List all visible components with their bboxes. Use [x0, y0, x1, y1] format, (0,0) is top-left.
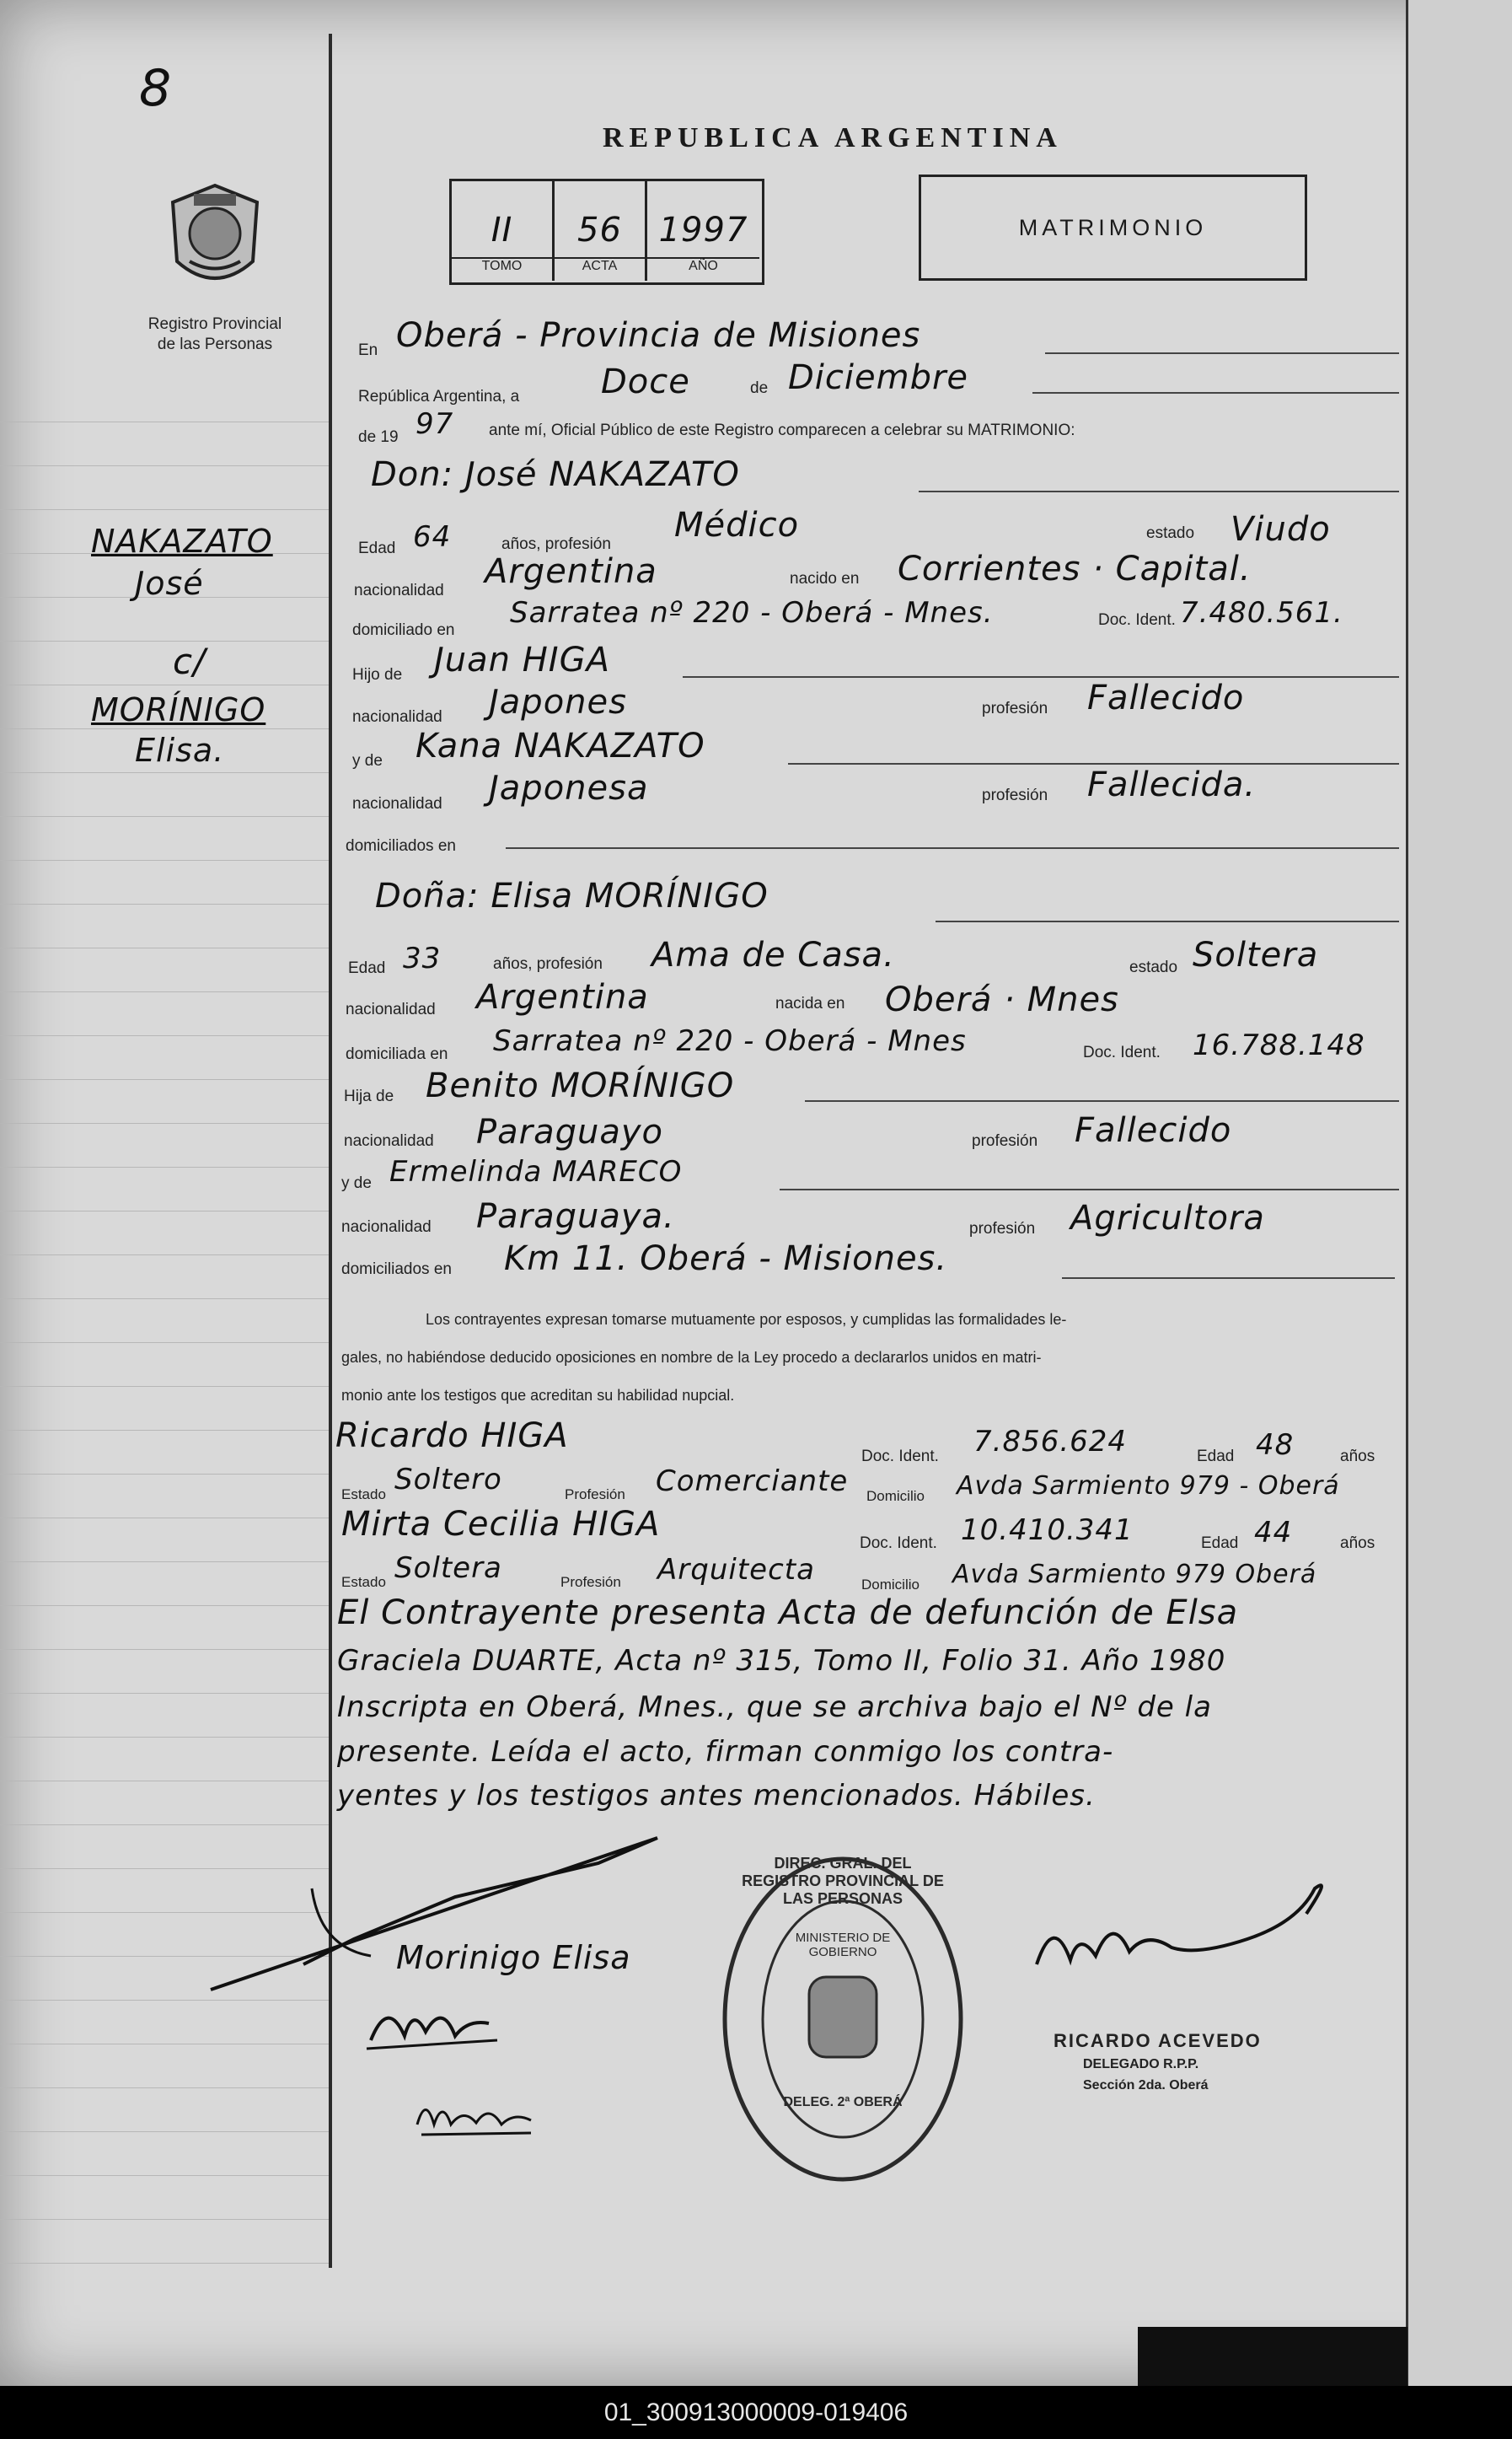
- fill-line: [506, 847, 1399, 849]
- bride-pdom-value: Km 11. Oberá - Misiones.: [504, 1239, 948, 1278]
- groom-mprof-value: Fallecida.: [1087, 766, 1257, 804]
- witness2-estado-label: Estado: [341, 1574, 386, 1590]
- margin-rule: [0, 728, 329, 729]
- tomo-value: II: [491, 211, 513, 250]
- witness1-doc-label: Doc. Ident.: [861, 1448, 939, 1465]
- bride-mprof-value: Agricultora: [1070, 1199, 1265, 1238]
- bride-profesion-value: Ama de Casa.: [651, 936, 895, 975]
- day-value: Doce: [601, 363, 690, 401]
- margin-rule: [0, 1737, 329, 1738]
- witness1-prof-label: Profesión: [565, 1486, 625, 1502]
- margin-surname-2: MORÍNIGO: [91, 691, 266, 728]
- year-label: de 19: [358, 428, 399, 446]
- scan-edge: [1138, 2327, 1407, 2386]
- declaration-line-3: monio ante los testigos que acreditan su habilidad nupcial.: [341, 1387, 735, 1404]
- witness2-estado-value: Soltera: [394, 1551, 502, 1585]
- margin-rule: [0, 465, 329, 466]
- tomo-label: TOMO: [481, 259, 523, 273]
- bride-fnac-label: nacionalidad: [344, 1132, 434, 1150]
- note-line-1: El Contrayente presenta Acta de defunción de Elsa: [337, 1593, 1239, 1632]
- margin-rule: [0, 904, 329, 905]
- fill-line: [936, 921, 1399, 922]
- margin-rule: [0, 2131, 329, 2132]
- official-signature: [1028, 1880, 1348, 1994]
- registry-line-1: Registro Provincial: [147, 315, 282, 333]
- groom-profesion-label: años, profesión: [501, 535, 611, 553]
- groom-nacido-value: Corrientes · Capital.: [898, 550, 1252, 588]
- groom-mnac-label: nacionalidad: [352, 795, 442, 813]
- seal-ring-text: DIREC. GRAL. DEL REGISTRO PROVINCIAL DE LAS PERSONAS: [742, 1855, 944, 1907]
- bride-nac-label: nacionalidad: [346, 1001, 436, 1018]
- witness1-edad-value: 48: [1256, 1428, 1295, 1462]
- declaration-line-2: gales, no habiéndose deducido oposiciones en nombre de la Ley procedo a declararlos unidos en matri-: [341, 1349, 1042, 1366]
- groom-doc-value: 7.480.561.: [1180, 596, 1343, 630]
- fill-line: [683, 676, 1399, 678]
- fill-line: [788, 763, 1399, 765]
- groom-signature: [362, 1990, 506, 2061]
- intro-sentence: ante mí, Oficial Público de este Registro comparecen a celebrar su MATRIMONIO:: [489, 422, 1075, 439]
- witness1-dom-value: Avda Sarmiento 979 - Oberá: [957, 1471, 1340, 1501]
- groom-nac-label: nacionalidad: [354, 582, 444, 599]
- margin-rule: [0, 1298, 329, 1299]
- groom-mprof-label: profesión: [982, 787, 1048, 804]
- bride-nacida-value: Oberá · Mnes: [885, 980, 1119, 1019]
- bride-edad-value: 33: [403, 942, 442, 975]
- note-line-4: presente. Leída el acto, firman conmigo los contra-: [337, 1735, 1114, 1769]
- bride-mnac-label: nacionalidad: [341, 1218, 432, 1236]
- bride-father: Benito MORÍNIGO: [426, 1066, 735, 1105]
- year-value: 97: [416, 407, 454, 441]
- bride-title: Doña: Elisa MORÍNIGO: [375, 877, 769, 916]
- bride-nacida-label: nacida en: [775, 995, 845, 1013]
- margin-rule: [0, 1824, 329, 1825]
- groom-fprof-label: profesión: [982, 700, 1048, 717]
- margin-rule: [0, 1649, 329, 1650]
- groom-fprof-value: Fallecido: [1087, 679, 1245, 717]
- witness2-edad-value: 44: [1254, 1516, 1293, 1550]
- groom-fnac-value: Japones: [489, 683, 627, 722]
- page-right-strip: [1406, 0, 1512, 2386]
- margin-rule: [0, 2175, 329, 2176]
- signature-scribble: [202, 1829, 674, 2002]
- witness2-doc-label: Doc. Ident.: [860, 1534, 937, 1552]
- bride-dom-value: Sarratea nº 220 - Oberá - Mnes: [493, 1024, 967, 1058]
- margin-rule: [0, 1079, 329, 1080]
- margin-rule: [0, 860, 329, 861]
- witness-signature: [413, 2091, 539, 2146]
- bride-estado-value: Soltera: [1193, 936, 1319, 975]
- witness2-doc-value: 10.410.341: [961, 1513, 1134, 1547]
- margin-rule: [0, 991, 329, 992]
- en-label: En: [358, 341, 378, 359]
- seal-inner-text: MINISTERIO DE GOBIERNO: [795, 1931, 891, 1959]
- registry-seal: [716, 1851, 969, 2188]
- groom-title: Don: José NAKAZATO: [371, 455, 740, 494]
- groom-hijo-label: Hijo de: [352, 666, 403, 684]
- declaration-line-1: Los contrayentes expresan tomarse mutuamente por esposos, y cumplidas las formalidades le-: [426, 1311, 1067, 1328]
- fill-line: [805, 1100, 1399, 1102]
- groom-dom-value: Sarratea nº 220 - Oberá - Mnes.: [510, 596, 994, 630]
- witness2-dom-label: Domicilio: [861, 1577, 920, 1593]
- bride-mprof-label: profesión: [969, 1220, 1036, 1238]
- witness1-dom-label: Domicilio: [866, 1488, 925, 1504]
- bride-signature: Morinigo Elisa: [396, 1939, 631, 1976]
- margin-rule: [0, 1605, 329, 1606]
- witness2-name: Mirta Cecilia HIGA: [341, 1505, 661, 1544]
- witness1-prof-value: Comerciante: [656, 1464, 849, 1498]
- de-label: de: [750, 379, 769, 397]
- registry-label: [110, 314, 320, 355]
- groom-edad-value: 64: [413, 520, 452, 554]
- margin-surname-1: NAKAZATO: [91, 523, 273, 560]
- groom-dom-label: domiciliado en: [352, 621, 455, 639]
- province-emblem-icon: [164, 181, 265, 295]
- official-name: RICARDO ACEVEDO: [1054, 2030, 1262, 2051]
- record-type-box: MATRIMONIO: [919, 175, 1307, 281]
- margin-conjunction: c/: [173, 641, 206, 682]
- month-value: Diciembre: [788, 358, 969, 397]
- margin-rule: [0, 2087, 329, 2088]
- witness2-prof-label: Profesión: [560, 1574, 621, 1590]
- margin-rule: [0, 1342, 329, 1343]
- fill-line: [1045, 352, 1399, 354]
- groom-profesion-value: Médico: [674, 506, 800, 545]
- witness2-edad-label: Edad: [1201, 1534, 1239, 1552]
- margin-rule: [0, 1123, 329, 1124]
- witness1-estado-value: Soltero: [394, 1463, 502, 1496]
- bride-yde-label: y de: [341, 1174, 372, 1192]
- bride-nac-value: Argentina: [476, 978, 649, 1017]
- fill-line: [780, 1189, 1399, 1190]
- groom-mnac-value: Japonesa: [489, 769, 649, 808]
- groom-nacido-label: nacido en: [790, 570, 860, 588]
- witness1-anos-label: años: [1340, 1448, 1375, 1465]
- republica-label: República Argentina, a: [358, 388, 520, 406]
- scan-footer: [0, 2386, 1512, 2439]
- bride-profesion-label: años, profesión: [493, 955, 603, 973]
- bride-fnac-value: Paraguayo: [476, 1113, 663, 1152]
- bride-fprof-label: profesión: [972, 1132, 1038, 1150]
- bride-doc-label: Doc. Ident.: [1083, 1044, 1161, 1061]
- fill-line: [919, 491, 1399, 492]
- groom-estado-value: Viudo: [1231, 510, 1331, 549]
- groom-fnac-label: nacionalidad: [352, 708, 442, 726]
- groom-yde-label: y de: [352, 752, 383, 770]
- witness1-name: Ricardo HIGA: [335, 1416, 569, 1455]
- page-number: 8: [139, 59, 173, 118]
- fill-line: [1062, 1277, 1395, 1279]
- margin-rule: [0, 2219, 329, 2220]
- witness2-anos-label: años: [1340, 1534, 1375, 1552]
- witness2-prof-value: Arquitecta: [657, 1553, 815, 1587]
- bride-mother: Ermelinda MARECO: [389, 1155, 683, 1189]
- bride-edad-label: Edad: [348, 959, 386, 977]
- margin-rule: [0, 1430, 329, 1431]
- fill-line: [1032, 392, 1399, 394]
- bride-mnac-value: Paraguaya.: [476, 1197, 675, 1236]
- country-heading: REPUBLICA ARGENTINA: [603, 122, 1063, 153]
- acta-value: 56: [577, 211, 622, 250]
- bride-hija-label: Hija de: [344, 1088, 394, 1105]
- ano-label: AÑO: [689, 259, 718, 273]
- witness1-edad-label: Edad: [1197, 1448, 1235, 1465]
- bride-pdom-label: domiciliados en: [341, 1260, 452, 1278]
- margin-rule: [0, 1474, 329, 1475]
- groom-edad-label: Edad: [358, 540, 396, 557]
- registry-line-2: de las Personas: [157, 336, 273, 353]
- margin-rule: [0, 1561, 329, 1562]
- groom-pdom-label: domiciliados en: [346, 837, 456, 855]
- margin-rule: [0, 1167, 329, 1168]
- margin-rule: [0, 772, 329, 773]
- place-value: Oberá - Provincia de Misiones: [396, 316, 921, 355]
- groom-mother: Kana NAKAZATO: [416, 727, 705, 766]
- witness1-estado-label: Estado: [341, 1486, 386, 1502]
- acta-label: ACTA: [582, 259, 618, 273]
- margin-name-1: José: [135, 565, 204, 602]
- witness1-doc-value: 7.856.624: [973, 1425, 1128, 1459]
- groom-father: Juan HIGA: [434, 641, 610, 680]
- groom-doc-label: Doc. Ident.: [1098, 611, 1176, 629]
- margin-name-2: Elisa.: [135, 732, 225, 769]
- groom-nac-value: Argentina: [485, 552, 657, 591]
- note-line-3: Inscripta en Oberá, Mnes., que se archiva bajo el Nº de la: [337, 1690, 1212, 1724]
- bride-estado-label: estado: [1129, 959, 1178, 976]
- margin-rule: [0, 816, 329, 817]
- ano-value: 1997: [658, 211, 748, 250]
- seal-center-text: DELEG. 2ª OBERÁ: [783, 2095, 903, 2109]
- bride-dom-label: domiciliada en: [346, 1045, 448, 1063]
- witness2-dom-value: Avda Sarmiento 979 Oberá: [952, 1560, 1317, 1589]
- bride-doc-value: 16.788.148: [1193, 1029, 1365, 1062]
- note-line-2: Graciela DUARTE, Acta nº 315, Tomo II, Folio 31. Año 1980: [337, 1644, 1226, 1678]
- official-section: Sección 2da. Oberá: [1083, 2078, 1209, 2092]
- official-title: DELEGADO R.P.P.: [1083, 2057, 1199, 2071]
- margin-rule: [0, 1254, 329, 1255]
- scan-id: 01_300913000009-019406: [603, 2399, 909, 2426]
- margin-rule: [0, 1693, 329, 1694]
- margin-rule: [0, 2263, 329, 2264]
- margin-rule: [0, 641, 329, 642]
- note-line-5: yentes y los testigos antes mencionados. Hábiles.: [337, 1779, 1096, 1813]
- margin-rule: [0, 509, 329, 510]
- groom-estado-label: estado: [1146, 524, 1195, 542]
- margin-rule: [0, 1386, 329, 1387]
- margin-rule: [0, 1035, 329, 1036]
- bride-fprof-value: Fallecido: [1075, 1111, 1232, 1150]
